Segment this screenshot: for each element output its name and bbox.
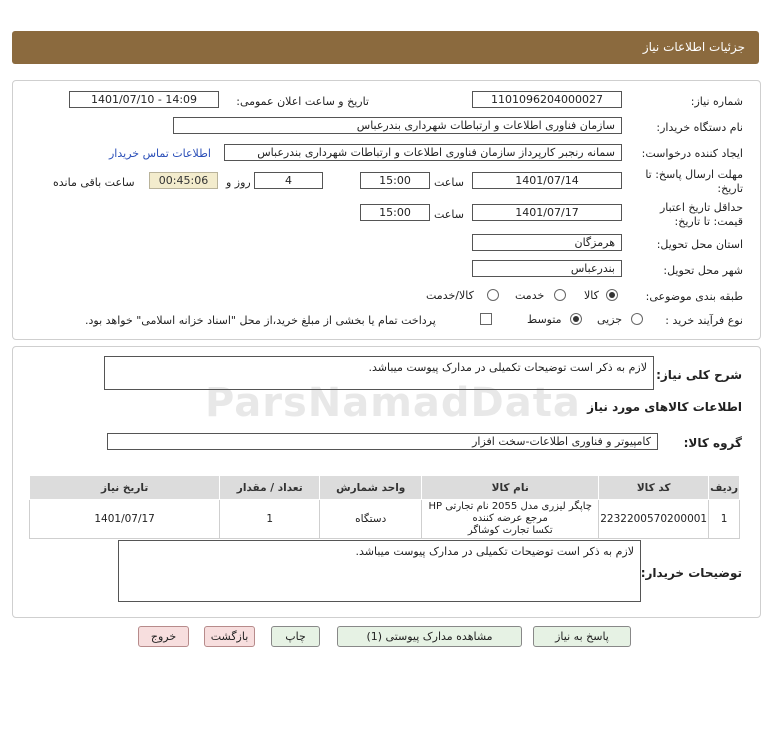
back-button[interactable]: بازگشت [204, 626, 255, 647]
need-number-label: شماره نیاز: [690, 95, 743, 108]
goods-group-label: گروه کالا: [683, 436, 742, 450]
item-date: 1401/07/17 [30, 500, 220, 539]
deadline-time-field: 15:00 [360, 172, 430, 189]
general-desc-field [104, 356, 654, 390]
col-date: تاریخ نیاز [30, 476, 220, 500]
deadline-label-2: تاریخ: [717, 182, 743, 195]
purchase-radio-medium[interactable] [570, 313, 582, 325]
category-option-goods: کالا [584, 289, 599, 302]
deadline-date-field: 1401/07/14 [472, 172, 622, 189]
purchase-option-medium: متوسط [527, 313, 562, 326]
buyer-org-field: سازمان فناوری اطلاعات و ارتباطات شهرداری بندرعباس [173, 117, 622, 134]
category-radio-goods-service[interactable] [487, 289, 499, 301]
city-field: بندرعباس [472, 260, 622, 277]
purchase-type-label: نوع فرآیند خرید : [665, 314, 743, 327]
page-header [12, 31, 759, 64]
general-desc-text: لازم به ذکر است توضیحات تکمیلی در مدارک پیوست میباشد. [368, 361, 647, 374]
need-number-field: 1101096204000027 [472, 91, 622, 108]
validity-date-field: 1401/07/17 [472, 204, 622, 221]
purchase-radio-minor[interactable] [631, 313, 643, 325]
col-qty: تعداد / مقدار [220, 476, 320, 500]
treasury-checkbox[interactable] [480, 313, 492, 325]
buyer-notes-field [118, 540, 641, 602]
item-name [422, 500, 599, 539]
announce-field: 1401/07/10 - 14:09 [69, 91, 219, 108]
buyer-notes-text: لازم به ذکر است توضیحات تکمیلی در مدارک پیوست میباشد. [355, 545, 634, 558]
col-code: کد کالا [599, 476, 709, 500]
item-code: 2232200570200001 [599, 500, 709, 539]
remaining-label: ساعت باقی مانده [53, 176, 135, 189]
days-field: 4 [254, 172, 323, 189]
page-title: جزئیات اطلاعات نیاز [642, 40, 745, 54]
category-radio-goods[interactable] [606, 289, 618, 301]
col-row: ردیف [709, 476, 740, 500]
category-option-service: خدمت [515, 289, 545, 302]
buyer-contact-link[interactable]: اطلاعات تماس خریدار [109, 147, 211, 160]
announce-label: تاریخ و ساعت اعلان عمومی: [236, 95, 369, 108]
item-name-line-2: تکسا تجارت کوشاگر [467, 525, 553, 536]
province-label: استان محل تحویل: [656, 238, 743, 251]
col-name: نام کالا [422, 476, 599, 500]
remaining-time-field: 00:45:06 [149, 172, 218, 189]
item-unit: دستگاه [320, 500, 422, 539]
row-number: 1 [709, 500, 740, 539]
validity-time-field: 15:00 [360, 204, 430, 221]
attachments-button[interactable]: مشاهده مدارک پیوستی (1) [337, 626, 522, 647]
validity-label-1: حداقل تاریخ اعتبار [659, 201, 743, 214]
buyer-org-label: نام دستگاه خریدار: [656, 121, 743, 134]
category-radio-service[interactable] [554, 289, 566, 301]
creator-field: سمانه رنجبر کارپرداز سازمان فناوری اطلاعات و ارتباطات شهرداری بندرعباس [224, 144, 622, 161]
days-label: روز و [226, 176, 251, 189]
print-button[interactable]: چاپ [271, 626, 320, 647]
city-label: شهر محل تحویل: [663, 264, 743, 277]
province-field: هرمزگان [472, 234, 622, 251]
treasury-note: پرداخت تمام یا بخشی از مبلغ خرید،از محل "اسناد خزانه اسلامی" خواهد بود. [85, 314, 436, 327]
category-option-goods-service: کالا/خدمت [426, 289, 474, 302]
creator-label: ایجاد کننده درخواست: [641, 147, 743, 160]
item-qty: 1 [220, 500, 320, 539]
buyer-notes-label: توضیحات خریدار: [640, 566, 742, 580]
watermark-brand: ParsNamadData [205, 380, 581, 426]
table-row [30, 500, 740, 539]
goods-table [29, 475, 740, 539]
category-label: طبقه بندی موضوعی: [645, 290, 743, 303]
validity-time-label: ساعت [434, 208, 464, 221]
goods-group-field: کامپیوتر و فناوری اطلاعات-سخت افزار [107, 433, 658, 450]
goods-table-header [30, 476, 740, 500]
col-unit: واحد شمارش [320, 476, 422, 500]
reply-button[interactable]: پاسخ به نیاز [533, 626, 631, 647]
deadline-time-label: ساعت [434, 176, 464, 189]
validity-label-2: قیمت: تا تاریخ: [674, 215, 743, 228]
deadline-label-1: مهلت ارسال پاسخ: تا [645, 168, 743, 181]
general-desc-label: شرح کلی نیاز: [656, 368, 742, 382]
purchase-option-minor: جزیی [597, 313, 623, 326]
exit-button[interactable]: خروج [138, 626, 189, 647]
item-name-line-1: چاپگر لیزری مدل 2055 نام تجارتی HP مرجع عرضه کننده [428, 501, 592, 524]
goods-info-title: اطلاعات کالاهای مورد نیاز [587, 400, 742, 414]
